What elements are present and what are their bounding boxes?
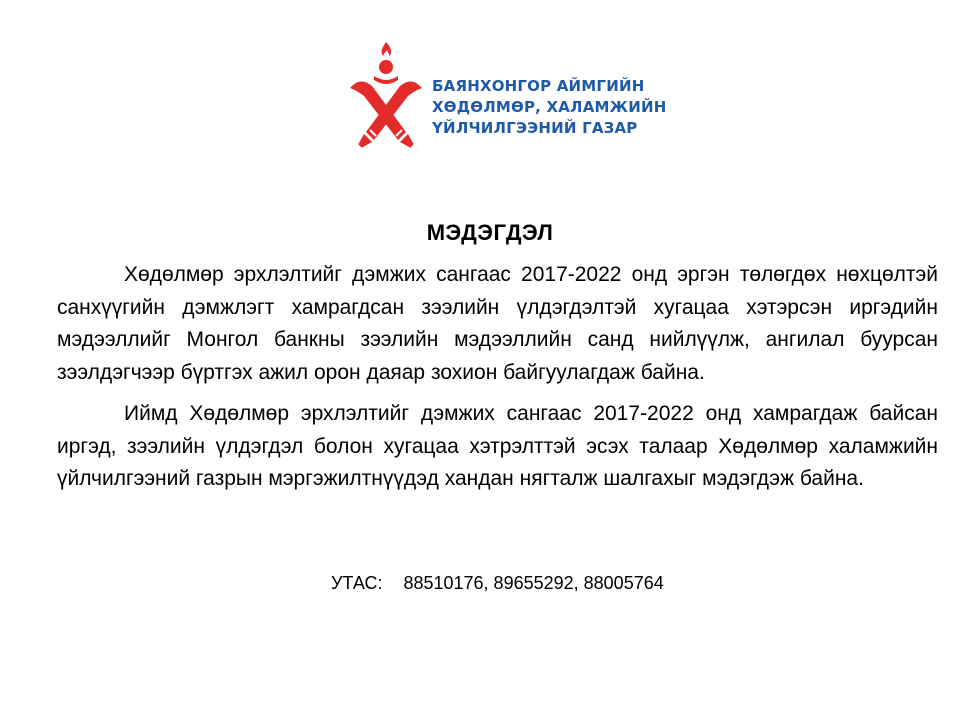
org-name-line: ҮЙЛЧИЛГЭЭНИЙ ГАЗАР <box>432 119 638 137</box>
phone-numbers: 88510176, 89655292, 88005764 <box>403 573 664 593</box>
org-name-line: БАЯНХОНГОР АЙМГИЙН <box>432 77 645 95</box>
org-emblem-icon <box>336 40 436 158</box>
org-name <box>432 76 672 139</box>
paragraph: Иймд Хөдөлмөр эрхлэлтийг дэмжих сангаас 2017-2022 онд хамрагдаж байсан иргэд, зээлийн үлдэгдэл болон хугацаа хэтрэлттэй эсэх талаар Хөдөлмөр халамжийн үйлчилгээний газрын мэргэжилтнүүдэд хандан нягталж шалгахыг мэдэгдэж байна. <box>57 402 938 490</box>
contact-phones <box>331 573 664 594</box>
document-body <box>57 259 938 496</box>
paragraph: Хөдөлмөр эрхлэлтийг дэмжих сангаас 2017-2022 онд эргэн төлөгдөх нөхцөлтэй санхүүгийн дэмжлэгт хамрагдсан зээлийн үлдэгдэлтэй хугацаа хэтэрсэн иргэдийн мэдээллийг Монгол банкны зээлийн мэдээллийн санд нийлүүлж, ангилал буурсан зээлдэгчээр бүртгэх ажил орон даяар зохион байгуулагдаж байна. <box>57 263 938 384</box>
phone-label: УТАС: <box>331 573 383 593</box>
document-title: МЭДЭГДЭЛ <box>426 220 554 245</box>
org-name-line: ХӨДӨЛМӨР, ХАЛАМЖИЙН <box>432 98 667 116</box>
org-header <box>336 40 666 160</box>
